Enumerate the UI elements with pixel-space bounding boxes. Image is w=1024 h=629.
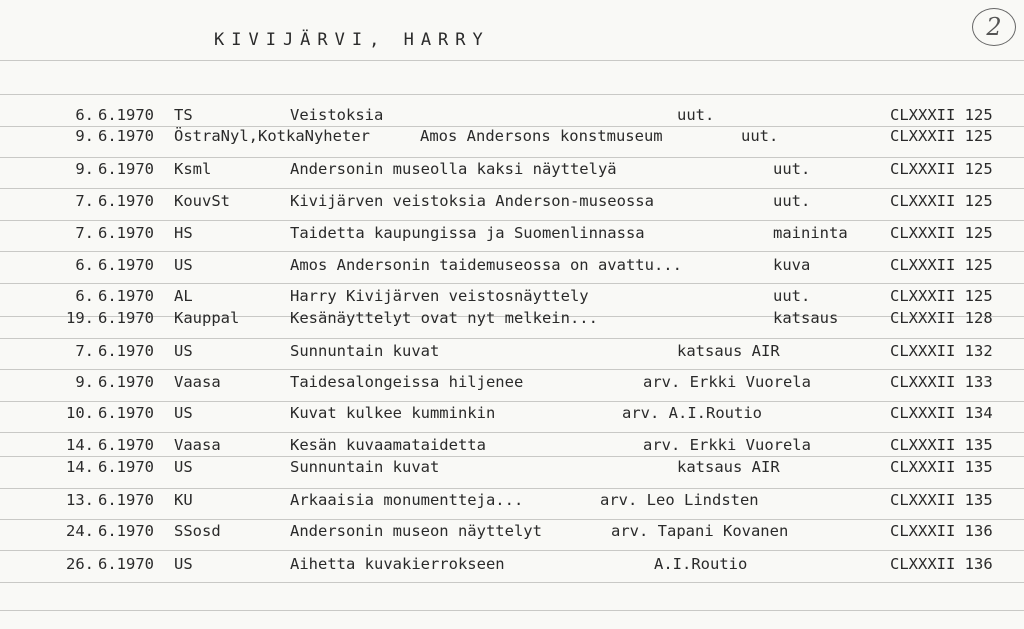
entry-row bbox=[0, 404, 1024, 426]
entry-day: 9. bbox=[75, 160, 94, 178]
entry-month-year: 6.1970 bbox=[98, 458, 154, 476]
entry-row bbox=[0, 106, 1024, 128]
entry-source: Vaasa bbox=[174, 436, 221, 454]
entry-source: KU bbox=[174, 491, 193, 509]
entry-source: US bbox=[174, 555, 193, 573]
entry-source: HS bbox=[174, 224, 193, 242]
entry-day: 7. bbox=[75, 192, 94, 210]
entry-month-year: 6.1970 bbox=[98, 342, 154, 360]
entry-day: 6. bbox=[75, 106, 94, 124]
entry-type: uut. bbox=[773, 160, 811, 178]
entry-day: 7. bbox=[75, 342, 94, 360]
entry-row bbox=[0, 192, 1024, 214]
entry-day: 24. bbox=[66, 522, 94, 540]
entry-day: 9. bbox=[75, 373, 94, 391]
page-number: 2 bbox=[986, 13, 1002, 41]
entry-type: katsaus AIR bbox=[677, 458, 780, 476]
entry-source: SSosd bbox=[174, 522, 221, 540]
entry-reference: CLXXXII 135 bbox=[890, 458, 993, 476]
entry-type: arv. Tapani Kovanen bbox=[611, 522, 789, 540]
ruled-line bbox=[0, 283, 1024, 284]
ruled-line bbox=[0, 220, 1024, 221]
ruled-line bbox=[0, 582, 1024, 583]
entry-row bbox=[0, 342, 1024, 364]
entry-month-year: 6.1970 bbox=[98, 491, 154, 509]
entry-title: Kesän kuvaamataidetta bbox=[290, 436, 486, 454]
entry-reference: CLXXXII 125 bbox=[890, 106, 993, 124]
entry-reference: CLXXXII 125 bbox=[890, 192, 993, 210]
entry-title: Aihetta kuvakierrokseen bbox=[290, 555, 505, 573]
entry-type: uut. bbox=[773, 192, 811, 210]
entry-reference: CLXXXII 135 bbox=[890, 491, 993, 509]
entry-reference: CLXXXII 125 bbox=[890, 224, 993, 242]
entry-month-year: 6.1970 bbox=[98, 287, 154, 305]
entry-title: Veistoksia bbox=[290, 106, 384, 124]
entry-type: katsaus bbox=[773, 309, 839, 327]
entry-source: TS bbox=[174, 106, 193, 124]
entry-row bbox=[0, 287, 1024, 309]
entry-reference: CLXXXII 125 bbox=[890, 256, 993, 274]
entry-type: arv. Erkki Vuorela bbox=[643, 373, 811, 391]
entry-row bbox=[0, 491, 1024, 513]
entry-type: A.I.Routio bbox=[654, 555, 748, 573]
entry-month-year: 6.1970 bbox=[98, 160, 154, 178]
entry-title: Kivijärven veistoksia Anderson-museossa bbox=[290, 192, 654, 210]
entry-row bbox=[0, 373, 1024, 395]
ruled-line bbox=[0, 60, 1024, 61]
entry-title: Andersonin museolla kaksi näyttelyä bbox=[290, 160, 617, 178]
entry-day: 14. bbox=[66, 436, 94, 454]
entry-type: arv. Leo Lindsten bbox=[600, 491, 759, 509]
ruled-line bbox=[0, 550, 1024, 551]
entry-reference: CLXXXII 125 bbox=[890, 127, 993, 145]
ruled-line bbox=[0, 369, 1024, 370]
entry-reference: CLXXXII 133 bbox=[890, 373, 993, 391]
entry-title: Taidesalongeissa hiljenee bbox=[290, 373, 524, 391]
entry-reference: CLXXXII 125 bbox=[890, 287, 993, 305]
entry-title: Andersonin museon näyttelyt bbox=[290, 522, 542, 540]
entry-title: Arkaaisia monumentteja... bbox=[290, 491, 524, 509]
entry-title: Amos Andersons konstmuseum bbox=[420, 127, 663, 145]
entry-month-year: 6.1970 bbox=[98, 106, 154, 124]
entry-day: 6. bbox=[75, 256, 94, 274]
entry-title: Amos Andersonin taidemuseossa on avattu... bbox=[290, 256, 682, 274]
entry-type: uut. bbox=[677, 106, 715, 124]
entry-source: Ksml bbox=[174, 160, 212, 178]
entry-title: Sunnuntain kuvat bbox=[290, 342, 440, 360]
entry-source: Vaasa bbox=[174, 373, 221, 391]
entry-row bbox=[0, 555, 1024, 577]
entry-title: Harry Kivijärven veistosnäyttely bbox=[290, 287, 589, 305]
ruled-line bbox=[0, 401, 1024, 402]
entry-source: US bbox=[174, 404, 193, 422]
entry-row bbox=[0, 522, 1024, 544]
entry-source: US bbox=[174, 342, 193, 360]
entry-title: Kesänäyttelyt ovat nyt melkein... bbox=[290, 309, 598, 327]
entry-month-year: 6.1970 bbox=[98, 436, 154, 454]
entry-title: Sunnuntain kuvat bbox=[290, 458, 440, 476]
entry-type: uut. bbox=[741, 127, 779, 145]
entry-row bbox=[0, 309, 1024, 331]
entry-source: KouvSt bbox=[174, 192, 230, 210]
entry-month-year: 6.1970 bbox=[98, 373, 154, 391]
entry-source: ÖstraNyl,KotkaNyheter bbox=[174, 127, 370, 145]
entry-day: 6. bbox=[75, 287, 94, 305]
entry-type: kuva bbox=[773, 256, 811, 274]
entry-row bbox=[0, 224, 1024, 246]
entry-month-year: 6.1970 bbox=[98, 127, 154, 145]
entry-title: Taidetta kaupungissa ja Suomenlinnassa bbox=[290, 224, 645, 242]
page-number-circle bbox=[972, 8, 1016, 46]
entry-row bbox=[0, 458, 1024, 480]
entry-type: uut. bbox=[773, 287, 811, 305]
entry-source: Kauppal bbox=[174, 309, 240, 327]
entry-source: US bbox=[174, 458, 193, 476]
entry-row bbox=[0, 127, 1024, 149]
entry-type: arv. Erkki Vuorela bbox=[643, 436, 811, 454]
entry-day: 9. bbox=[75, 127, 94, 145]
entry-source: US bbox=[174, 256, 193, 274]
entry-month-year: 6.1970 bbox=[98, 309, 154, 327]
ruled-line bbox=[0, 251, 1024, 252]
entry-reference: CLXXXII 134 bbox=[890, 404, 993, 422]
entry-day: 7. bbox=[75, 224, 94, 242]
entry-type: katsaus AIR bbox=[677, 342, 780, 360]
entry-day: 19. bbox=[66, 309, 94, 327]
entry-row bbox=[0, 436, 1024, 458]
entry-reference: CLXXXII 135 bbox=[890, 436, 993, 454]
ruled-line bbox=[0, 94, 1024, 95]
entry-month-year: 6.1970 bbox=[98, 555, 154, 573]
entry-row bbox=[0, 160, 1024, 182]
ruled-line bbox=[0, 432, 1024, 433]
entry-month-year: 6.1970 bbox=[98, 192, 154, 210]
entry-type: maininta bbox=[773, 224, 848, 242]
ruled-line bbox=[0, 519, 1024, 520]
entry-month-year: 6.1970 bbox=[98, 404, 154, 422]
entry-reference: CLXXXII 132 bbox=[890, 342, 993, 360]
entry-type: arv. A.I.Routio bbox=[622, 404, 762, 422]
entry-reference: CLXXXII 128 bbox=[890, 309, 993, 327]
entry-row bbox=[0, 256, 1024, 278]
entry-reference: CLXXXII 136 bbox=[890, 555, 993, 573]
ruled-line bbox=[0, 338, 1024, 339]
entry-month-year: 6.1970 bbox=[98, 256, 154, 274]
entry-reference: CLXXXII 125 bbox=[890, 160, 993, 178]
entry-day: 10. bbox=[66, 404, 94, 422]
card-title: KIVIJÄRVI, HARRY bbox=[214, 30, 490, 50]
entry-month-year: 6.1970 bbox=[98, 224, 154, 242]
ruled-line bbox=[0, 610, 1024, 611]
entry-day: 13. bbox=[66, 491, 94, 509]
entry-source: AL bbox=[174, 287, 193, 305]
ruled-line bbox=[0, 157, 1024, 158]
entry-day: 14. bbox=[66, 458, 94, 476]
ruled-line bbox=[0, 488, 1024, 489]
ruled-line bbox=[0, 188, 1024, 189]
entry-title: Kuvat kulkee kumminkin bbox=[290, 404, 496, 422]
entry-month-year: 6.1970 bbox=[98, 522, 154, 540]
entry-day: 26. bbox=[66, 555, 94, 573]
entry-reference: CLXXXII 136 bbox=[890, 522, 993, 540]
